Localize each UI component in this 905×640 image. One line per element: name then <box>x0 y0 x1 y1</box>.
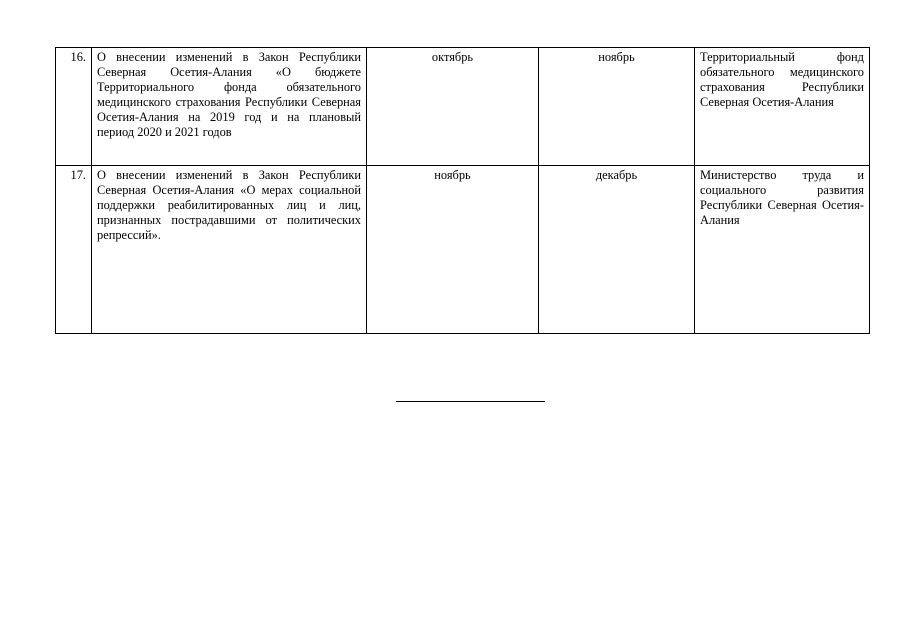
row-number: 16. <box>56 48 92 166</box>
adoption-month: декабрь <box>539 166 695 334</box>
law-title: О внесении изменений в Закон Республики Северная Осетия-Алания «О мерах социальной поддержки реабилитированных лиц и лиц, признанных пострадавшими от политических репрессий». <box>92 166 367 334</box>
row-number: 17. <box>56 166 92 334</box>
table-row <box>56 166 870 334</box>
submission-month: октябрь <box>367 48 539 166</box>
end-of-document-line <box>396 401 545 402</box>
legislative-plan-table <box>55 47 870 334</box>
submission-month: ноябрь <box>367 166 539 334</box>
responsible-body: Территориальный фонд обязательного медицинского страхования Республики Северная Осетия-Алания <box>695 48 870 166</box>
table-row <box>56 48 870 166</box>
responsible-body: Министерство труда и социального развития Республики Северная Осетия-Алания <box>695 166 870 334</box>
adoption-month: ноябрь <box>539 48 695 166</box>
law-title: О внесении изменений в Закон Республики Северная Осетия-Алания «О бюджете Территориального фонда обязательного медицинского страхования Республики Северная Осетия-Алания на 2019 год и на плановый период 2020 и 2021 годов <box>92 48 367 166</box>
